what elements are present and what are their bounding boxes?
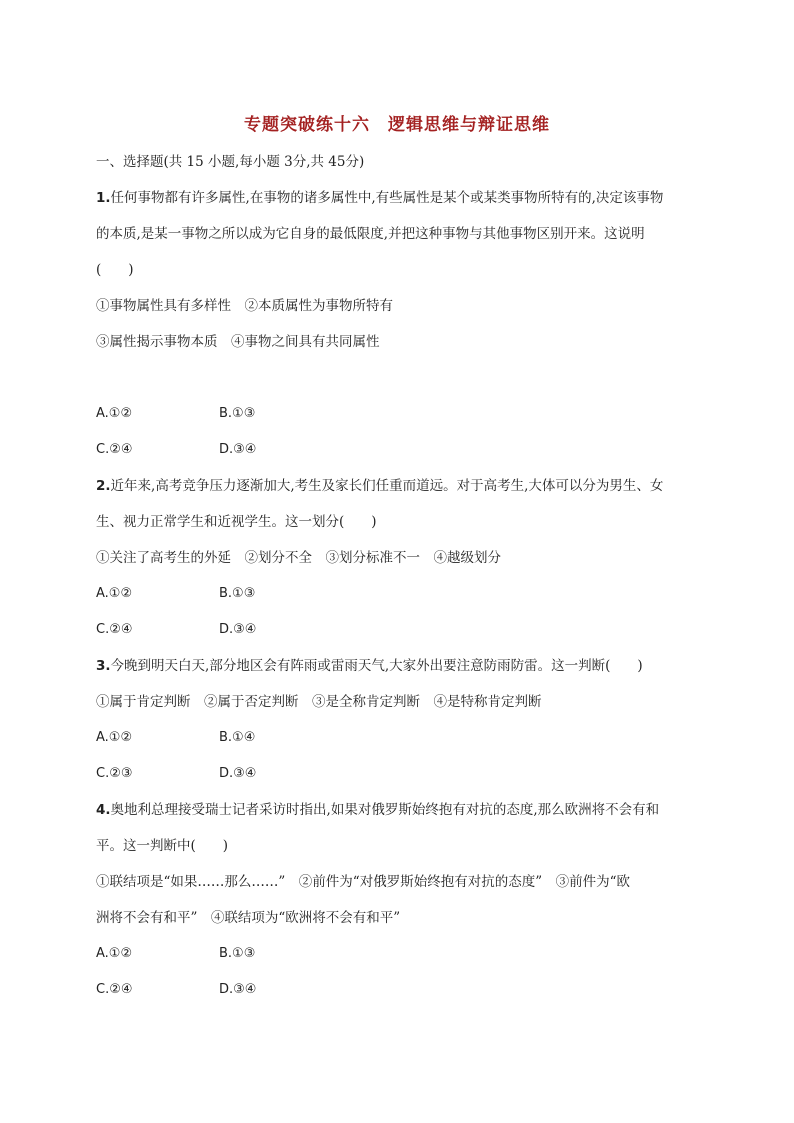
question-3-option-c: C.②③: [96, 766, 133, 781]
question-4-statements-2: 洲将不会有和平” ④联结项为“欧洲将不会有和平”: [96, 910, 401, 926]
question-3-option-d: D.③④: [219, 766, 257, 781]
question-4-option-b: B.①③: [219, 946, 256, 961]
question-1-statements-2: ③属性揭示事物本质 ④事物之间具有共同属性: [96, 334, 380, 350]
question-3-option-b: B.①④: [219, 730, 256, 745]
question-number: 2.: [96, 478, 111, 494]
question-4-line-2: 平。这一判断中( ): [96, 838, 229, 854]
question-2-option-a: A.①②: [96, 586, 133, 601]
question-3-option-a: A.①②: [96, 730, 133, 745]
question-2-statements-1: ①关注了高考生的外延 ②划分不全 ③划分标准不一 ④越级划分: [96, 550, 501, 566]
question-1-option-b: B.①③: [219, 406, 256, 421]
question-2-line-2: 生、视力正常学生和近视学生。这一划分( ): [96, 514, 377, 530]
question-text: 近年来,高考竞争压力逐渐加大,考生及家长们任重而道远。对于高考生,大体可以分为男生、女: [110, 478, 664, 494]
question-1-option-c: C.②④: [96, 442, 133, 457]
question-4-statements-1: ①联结项是“如果……那么……” ②前件为“对俄罗斯始终抱有对抗的态度” ③前件为“欧: [96, 874, 631, 890]
question-4-line-1: [96, 800, 659, 820]
question-1-line-2: 的本质,是某一事物之所以成为它自身的最低限度,并把这种事物与其他事物区别开来。这说明: [96, 226, 645, 242]
question-4-option-d: D.③④: [219, 982, 257, 997]
question-2-option-b: B.①③: [219, 586, 256, 601]
question-3-line-1: [96, 656, 643, 676]
question-number: 4.: [96, 802, 111, 818]
question-text: 今晚到明天白天,部分地区会有阵雨或雷雨天气,大家外出要注意防雨防雷。这一判断( ): [110, 658, 643, 674]
question-1-option-d: D.③④: [219, 442, 257, 457]
question-1-option-a: A.①②: [96, 406, 133, 421]
question-2-option-c: C.②④: [96, 622, 133, 637]
question-1-line-3: ( ): [96, 262, 134, 278]
question-text: 奥地利总理接受瑞士记者采访时指出,如果对俄罗斯始终抱有对抗的态度,那么欧洲将不会有和: [110, 802, 660, 818]
question-number: 1.: [96, 190, 111, 206]
section-heading: 一、选择题(共 15 小题,每小题 3分,共 45分): [96, 154, 365, 170]
question-4-option-a: A.①②: [96, 946, 133, 961]
question-1-statements-1: ①事物属性具有多样性 ②本质属性为事物所特有: [96, 298, 393, 314]
question-3-statements-1: ①属于肯定判断 ②属于否定判断 ③是全称肯定判断 ④是特称肯定判断: [96, 694, 542, 710]
question-2-line-1: [96, 476, 663, 496]
question-4-option-c: C.②④: [96, 982, 133, 997]
question-text: 任何事物都有许多属性,在事物的诸多属性中,有些属性是某个或某类事物所特有的,决定该事物: [110, 190, 664, 206]
page-title: 专题突破练十六 逻辑思维与辩证思维: [244, 115, 550, 135]
question-1-line-1: [96, 188, 663, 208]
question-number: 3.: [96, 658, 111, 674]
question-2-option-d: D.③④: [219, 622, 257, 637]
